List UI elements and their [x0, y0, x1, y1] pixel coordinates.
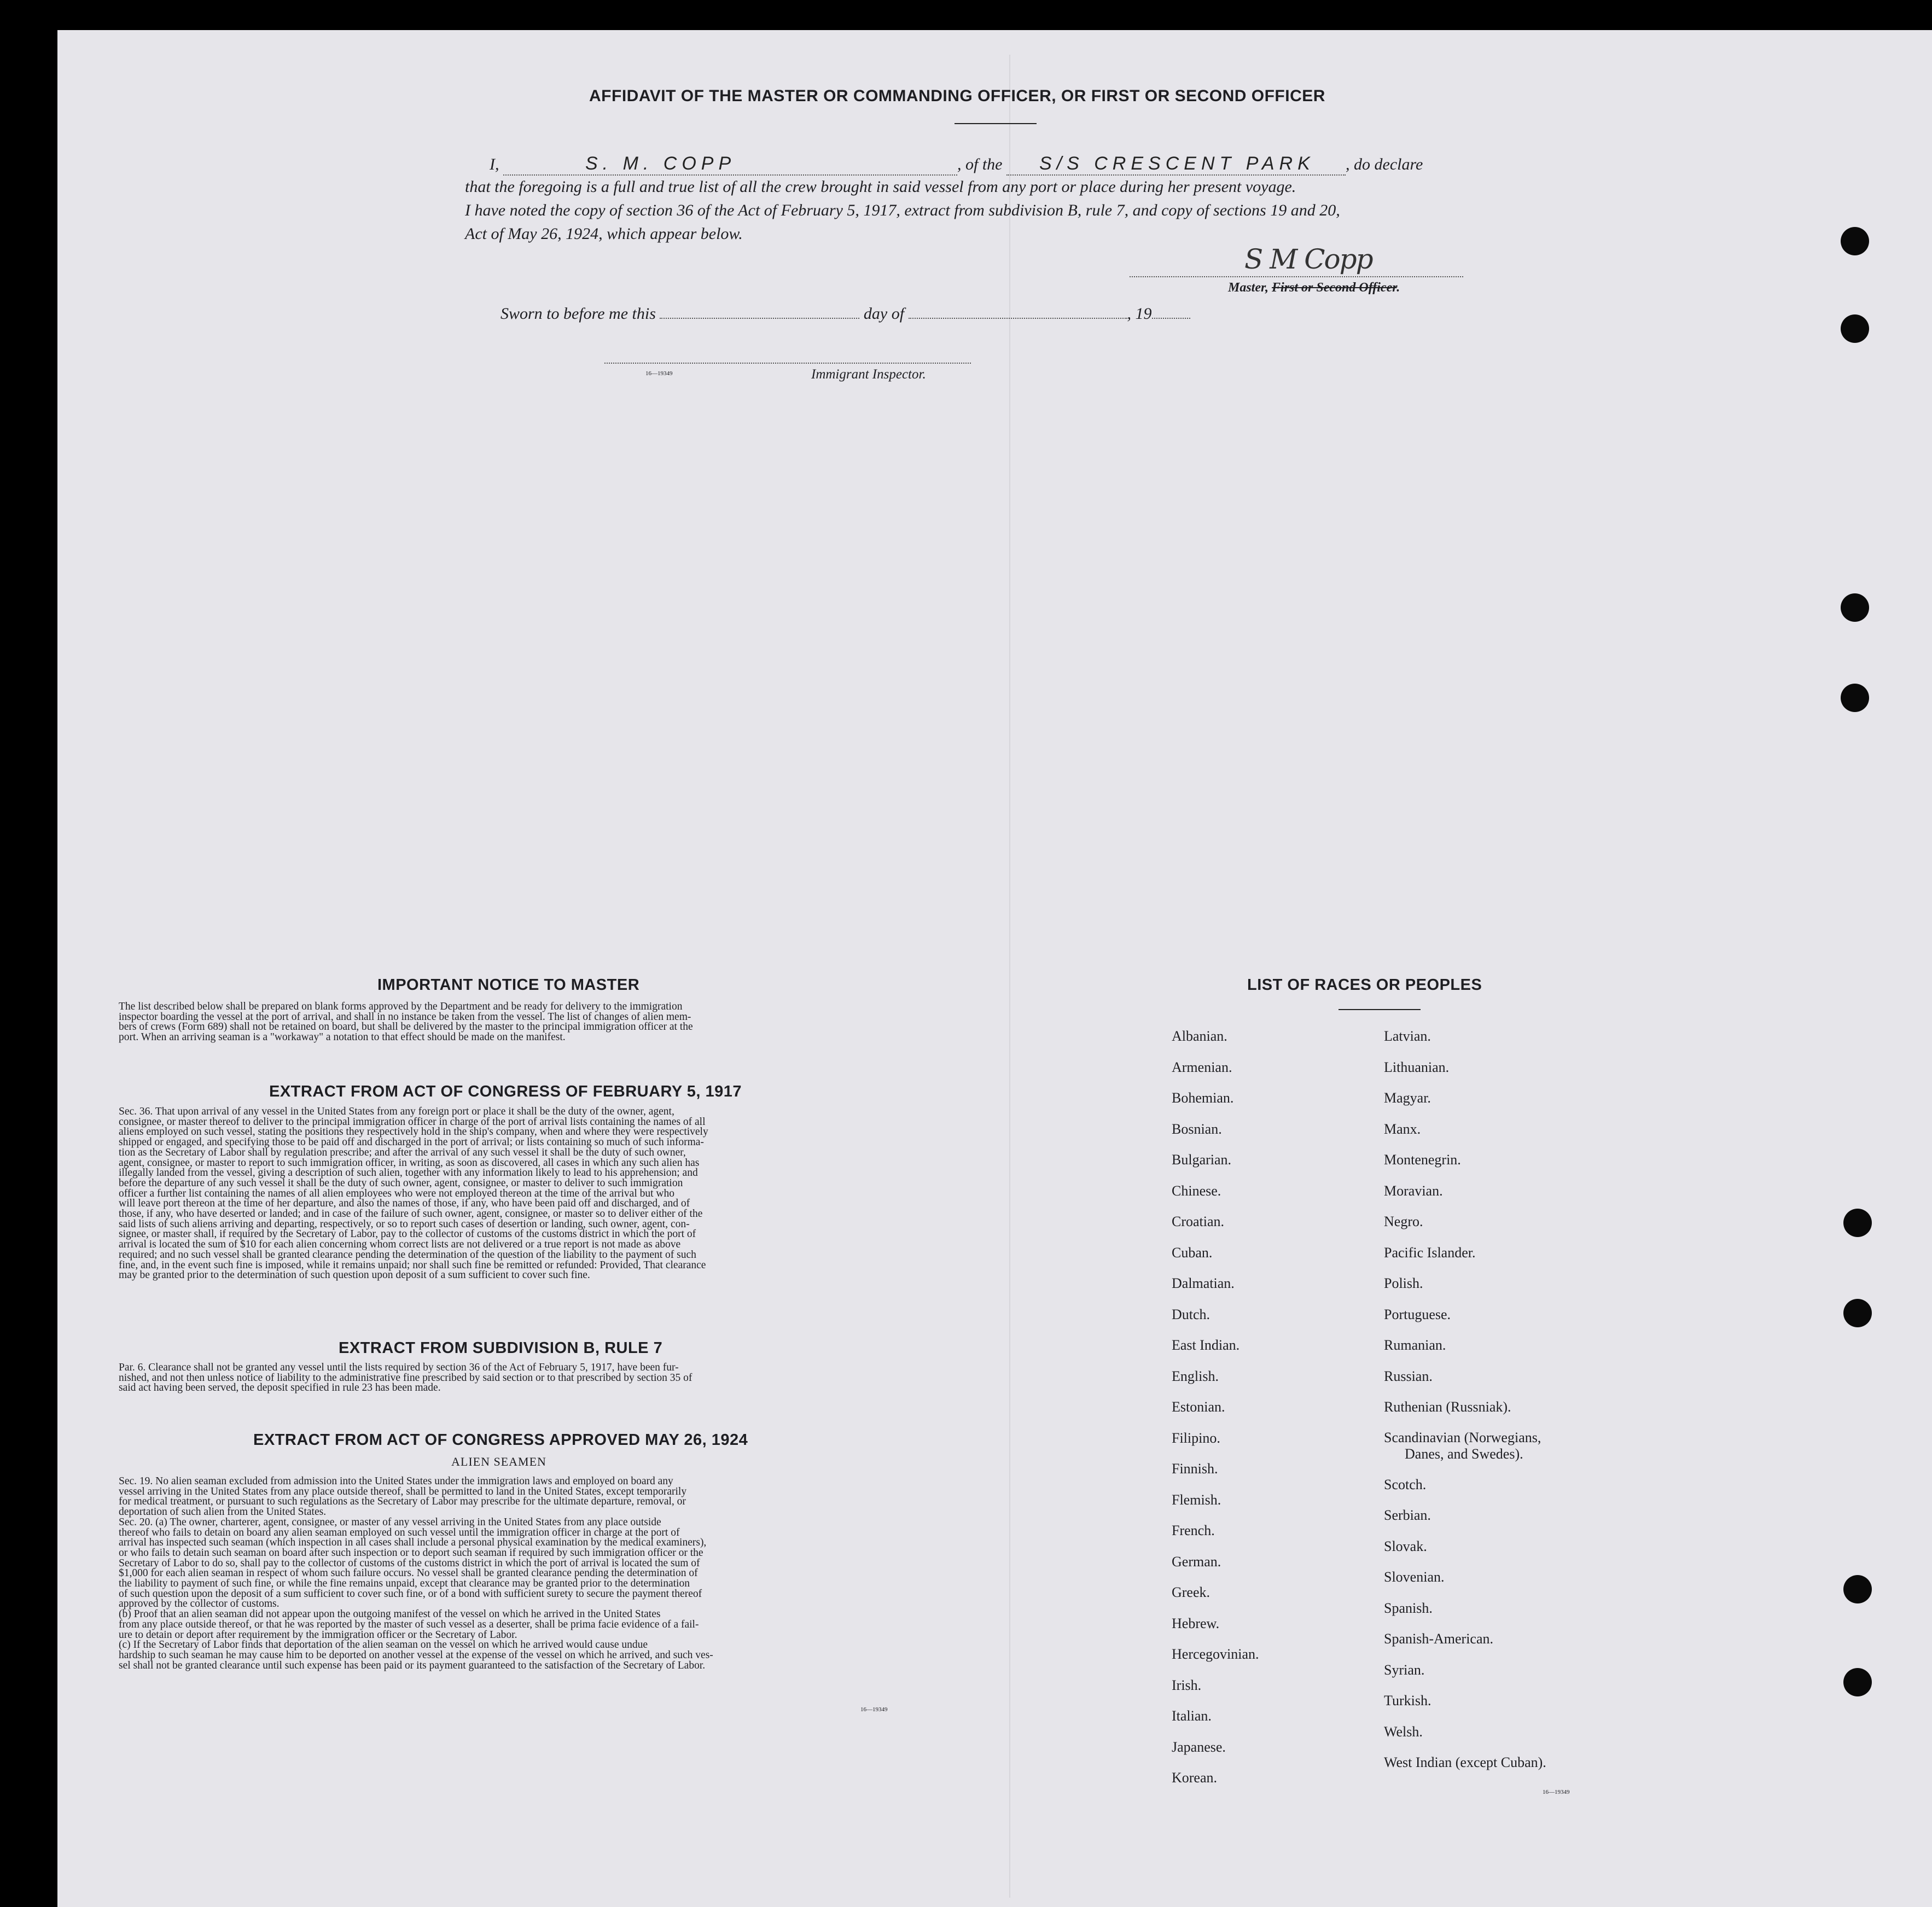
race-item: Montenegrin. — [1384, 1152, 1461, 1168]
handwritten-name: S. M. COPP — [585, 153, 736, 174]
race-item: East Indian. — [1172, 1337, 1240, 1353]
race-item: Japanese. — [1172, 1739, 1226, 1755]
of-the-label: , of the — [957, 155, 1003, 173]
race-item: Armenian. — [1172, 1059, 1232, 1075]
race-item: Greek. — [1172, 1584, 1211, 1600]
day-of-label: day of — [863, 305, 905, 323]
fold-crease — [1009, 55, 1010, 1898]
race-item: English. — [1172, 1368, 1219, 1384]
race-item: Albanian. — [1172, 1028, 1227, 1044]
document-page — [57, 30, 1932, 1907]
race-item: Rumanian. — [1384, 1337, 1446, 1353]
race-item: Finnish. — [1172, 1461, 1218, 1477]
vessel-field — [1006, 153, 1346, 176]
race-item: Portuguese. — [1384, 1306, 1451, 1322]
punch-hole — [1841, 227, 1869, 255]
race-item: Flemish. — [1172, 1491, 1221, 1508]
race-item: Serbian. — [1384, 1507, 1431, 1523]
race-item: Hebrew. — [1172, 1615, 1220, 1631]
race-item: Slovenian. — [1384, 1569, 1445, 1585]
races-column-1 — [1172, 1021, 1259, 1794]
punch-hole — [1843, 1575, 1872, 1603]
extract-1917-body: Sec. 36. That upon arrival of any vessel in the United States from any foreign port or place it shall be the duty of the owner, agent, consignee, or master thereof to deliver to the principal immigration officer in charge of the port of arrival lists containing the names of all aliens employed on such vessel, stating the positions they respectively hold in the ship's company, when and where they were respectively shipped or engaged, and specifying those to be paid off and discharged in the port of arrival; or lists containing so much of such informa- tion as the Secretary of Labor shall by regulation prescribe; and after the arrival of any such vessel it shall be the duty of such owner, agent, consignee, or master to report to such immigration officer, in writing, as soon as discovered, all cases in which any such alien has illegally landed from the vessel, giving a description of such alien, together with any information likely to lead to his apprehension; and before the departure of any such vessel it shall be the duty of such owner, agent, consignee, or master to deliver to such immigration officer a further list containing the names of all alien employees who were not employed thereon at the time of the arrival but who will leave port thereon at the time of her departure, and also the names of those, if any, who have been paid off and discharged, and of those, if any, who have deserted or landed; and in case of the failure of such owner, agent, consignee, or master so to deliver either of the said lists of such aliens arriving and departing, respectively, or so to report such cases of desertion or landing, such owner, agent, con- signee, or master shall, if required by the Secretary of Labor, pay to the collector of customs of the customs district in which the port of arrival is located the sum of $10 for each alien concerning whom correct lists are not delivered or a true report is not made as above required; and no such vessel shall be granted clearance pending the determination of the question of the liability to the payment of such fine, and, in the event such fine is imposed, while it remains unpaid; nor shall such fine be remitted or refunded: Provided, That clearance may be granted prior to the determination of such question upon deposit of a sum sufficient to cover such fine. — [119, 1106, 708, 1281]
race-item: Croatian. — [1172, 1214, 1225, 1229]
race-item: Scandinavian (Norwegians, — [1384, 1429, 1541, 1445]
race-item: Hercegovinian. — [1172, 1646, 1259, 1662]
declaration-line-1 — [490, 153, 1423, 176]
master-signature: S M Copp — [1244, 243, 1372, 275]
race-item: Estonian. — [1172, 1399, 1225, 1415]
race-item: Bosnian. — [1172, 1121, 1222, 1137]
sworn-day-field — [660, 318, 859, 319]
race-item: Irish. — [1172, 1677, 1202, 1693]
race-item: Manx. — [1384, 1121, 1421, 1137]
sworn-month-field — [909, 318, 1127, 319]
title-rule — [955, 123, 1037, 124]
do-declare-label: , do declare — [1346, 155, 1423, 173]
race-item: French. — [1172, 1523, 1215, 1538]
race-item: Syrian. — [1384, 1661, 1425, 1678]
punch-hole — [1843, 1299, 1872, 1327]
race-item: Magyar. — [1384, 1090, 1431, 1106]
race-item: Ruthenian (Russniak). — [1384, 1399, 1511, 1415]
year-label: , 19 — [1127, 305, 1152, 323]
extract-1917-title: EXTRACT FROM ACT OF CONGRESS OF FEBRUARY 5, 1917 — [269, 1083, 742, 1100]
name-field — [503, 153, 957, 176]
sworn-year-field — [1152, 318, 1190, 319]
race-item: Korean. — [1172, 1770, 1218, 1786]
signature-line — [1130, 276, 1463, 277]
race-item: Negro. — [1384, 1214, 1423, 1229]
race-item: Scotch. — [1384, 1476, 1427, 1492]
punch-hole — [1841, 684, 1869, 712]
sworn-label: Sworn to before me this — [501, 305, 656, 323]
notice-title: IMPORTANT NOTICE TO MASTER — [377, 976, 640, 994]
race-item: Dalmatian. — [1172, 1275, 1235, 1291]
extract-rule7-body: Par. 6. Clearance shall not be granted any vessel until the lists required by section 36 of the Act of February 5, 1917, have been fur- nished, and not then unless notice of liability to the administrative fine prescribed by said section or to that prescribed by section 35 of said act having been served, the deposit specified in rule 23 has been made. — [119, 1362, 693, 1394]
races-title-rule — [1339, 1009, 1421, 1010]
i-label: I, — [490, 155, 499, 173]
punch-hole — [1841, 593, 1869, 622]
race-item: Slovak. — [1384, 1538, 1427, 1554]
inspector-label: Immigrant Inspector. — [811, 367, 926, 382]
race-item: Lithuanian. — [1384, 1059, 1450, 1075]
extract-1924-title: EXTRACT FROM ACT OF CONGRESS APPROVED MAY 26, 1924 — [253, 1431, 748, 1449]
punch-hole — [1843, 1668, 1872, 1696]
race-item: Danes, and Swedes). — [1405, 1445, 1523, 1462]
race-item: West Indian (except Cuban). — [1384, 1754, 1546, 1770]
race-item: Italian. — [1172, 1708, 1212, 1724]
race-item: Russian. — [1384, 1368, 1433, 1384]
race-item: Turkish. — [1384, 1693, 1431, 1708]
race-item: Bulgarian. — [1172, 1152, 1232, 1168]
race-item: Filipino. — [1172, 1430, 1220, 1446]
race-item: German. — [1172, 1553, 1221, 1570]
affidavit-title: AFFIDAVIT OF THE MASTER OR COMMANDING OFFICER, OR FIRST OR SECOND OFFICER — [589, 87, 1325, 105]
caption-master: Master, — [1228, 281, 1272, 295]
race-item: Dutch. — [1172, 1306, 1211, 1322]
races-column-2 — [1384, 1021, 1546, 1778]
alien-seamen-subtitle: ALIEN SEAMEN — [451, 1455, 546, 1468]
form-number-top: 16—19349 — [645, 370, 673, 377]
race-item: Chinese. — [1172, 1182, 1221, 1199]
extract-1924-body: Sec. 19. No alien seaman excluded from admission into the United States under the immigration laws and employed on board any vessel arriving in the United States from any place outside thereof, shall be permitted to land in the United States, except temporarily for medical treatment, or pursuant to such regulations as the Secretary of Labor may prescribe for the ultimate departure, removal, or deportation of such alien from the United States. Sec. 20. (a) The owner, charterer, agent, consignee, or master of any vessel arriving in the United States from any place outside thereof who fails to detain on board any alien seaman employed on such vessel until the immigration officer in charge at the port of arrival has inspected such seaman (which inspection in all cases shall include a personal physical examination by the medical examiners), or who fails to detain such seaman on board after such inspection or to deport such seaman if required by such immigration officer or the Secretary of Labor to do so, shall pay to the collector of customs of the customs district in which the port of arrival is located the sum of $1,000 for each alien seaman in respect of whom such failure occurs. No vessel shall be granted clearance pending the determination of the liability to payment of such fine, or while the fine remains unpaid, except that clearance may be granted prior to the determination of such question upon the deposit of a sum sufficient to cover such fine, or of a bond with sufficient surety to secure the payment thereof approved by the collector of customs. (b) Proof that an alien seaman did not appear upon the outgoing manifest of the vessel on which he arrived in the United States from any place outside thereof, or that he was reported by the master of such vessel as a deserter, shall be prima facie evidence of a fail- ure to detain or deport after requirement by the immigration officer or the Secretary of Labor. (c) If the Secretary of Labor finds that deportation of the alien seaman on the vessel on which he arrived would cause undue hardship to such seaman he may cause him to be deported on another vessel at the expense of the vessel on which he arrived, and such ves- sel shall not be granted clearance until such expense has been paid or its payment guaranteed to the satisfaction of the Secretary of Labor. — [119, 1476, 713, 1671]
race-item: Pacific Islander. — [1384, 1244, 1476, 1261]
declaration-line-2: that the foregoing is a full and true list of all the crew brought in said vessel from any port or place during her present voyage. — [465, 178, 1296, 196]
race-item: Spanish-American. — [1384, 1631, 1494, 1647]
form-number-left: 16—19349 — [860, 1706, 888, 1713]
race-item: Polish. — [1384, 1275, 1423, 1291]
handwritten-vessel: S/S CRESCENT PARK — [1039, 153, 1315, 174]
extract-rule7-title: EXTRACT FROM SUBDIVISION B, RULE 7 — [339, 1339, 663, 1357]
race-item: Bohemian. — [1172, 1090, 1234, 1106]
inspector-signature-line — [604, 363, 971, 364]
caption-period: . — [1396, 281, 1400, 295]
notice-body: The list described below shall be prepared on blank forms approved by the Department and be ready for delivery to the immigration inspector boarding the vessel at the port of arrival, and shall in no instance be taken from the vessel. The list of changes of alien mem- bers of crews (Form 689) shall not be retained on board, but shall be delivered by the master to the principal immigration officer at the port. When an arriving seaman is a "workaway" a notation to that effect should be made on the manifest. — [119, 1001, 693, 1043]
caption-struck-officer: First or Second Officer — [1272, 281, 1397, 295]
race-item: Moravian. — [1384, 1182, 1443, 1199]
race-item: Spanish. — [1384, 1600, 1433, 1616]
races-title: LIST OF RACES OR PEOPLES — [1247, 976, 1482, 994]
punch-hole — [1843, 1209, 1872, 1237]
race-item: Welsh. — [1384, 1723, 1423, 1740]
declaration-line-4: Act of May 26, 1924, which appear below. — [465, 225, 743, 243]
punch-hole — [1841, 314, 1869, 343]
sworn-line — [501, 305, 1190, 323]
race-item: Cuban. — [1172, 1244, 1213, 1261]
signature-caption — [1228, 281, 1400, 295]
race-item: Latvian. — [1384, 1028, 1431, 1044]
form-number-right: 16—19349 — [1543, 1789, 1570, 1795]
declaration-line-3: I have noted the copy of section 36 of the Act of February 5, 1917, extract from subdivision B, rule 7, and copy of sections 19 and 20, — [465, 201, 1340, 219]
